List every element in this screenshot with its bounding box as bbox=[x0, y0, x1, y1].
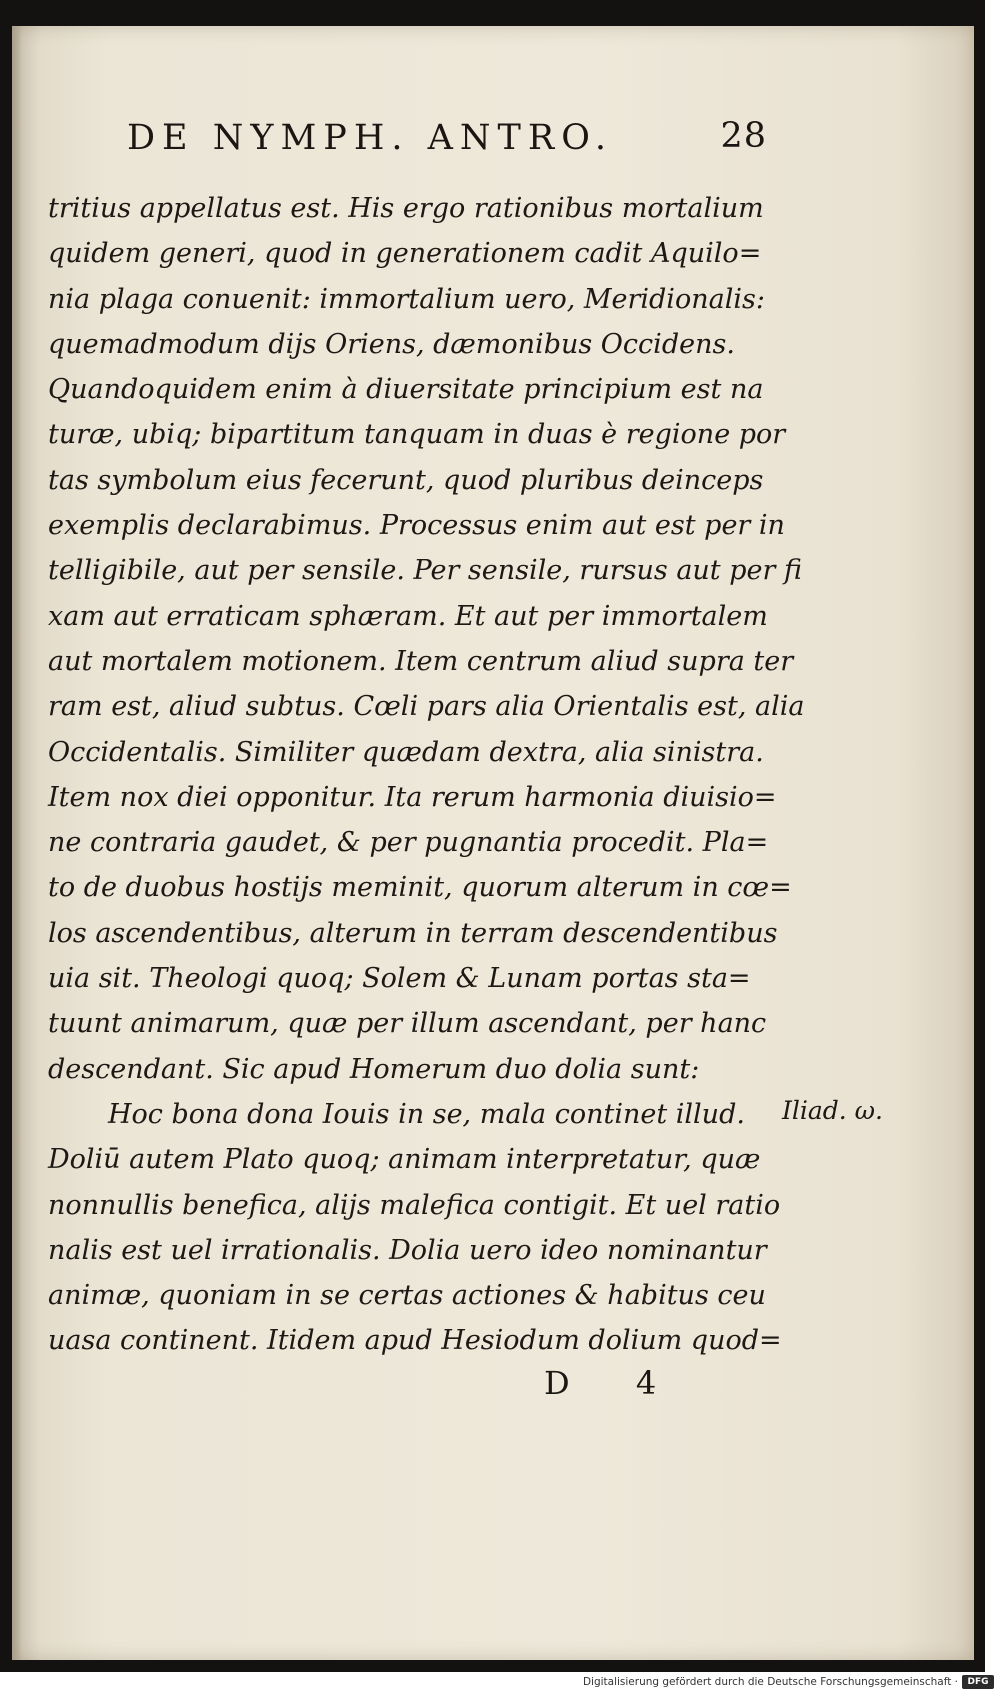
text-line: uasa continent. Itidem apud Hesiodum dolium quod= bbox=[48, 1325, 782, 1357]
running-head bbox=[127, 108, 767, 168]
text-line: tuunt animarum, quæ per illum ascendant, per hanc bbox=[48, 1008, 767, 1040]
text-line: Quandoquidem enim à diuersitate principium est na bbox=[48, 374, 764, 406]
page-gutter-shadow bbox=[12, 26, 22, 1660]
text-line: tritius appellatus est. His ergo rationibus mortalium bbox=[48, 193, 764, 224]
text-line: xam aut erraticam sphæram. Et aut per immortalem bbox=[48, 600, 768, 632]
text-line: animæ, quoniam in se certas actiones & habitus ceu bbox=[48, 1280, 766, 1312]
text-line: aut mortalem motionem. Item centrum aliud supra ter bbox=[48, 645, 794, 677]
text-line: los ascendentibus, alterum in terram descendentibus bbox=[48, 917, 778, 949]
text-line: Item nox diei opponitur. Ita rerum harmonia diuisio= bbox=[48, 781, 777, 813]
text-line: descendant. Sic apud Homerum duo dolia sunt: bbox=[48, 1053, 700, 1085]
text-line: nalis est uel irrationalis. Dolia uero ideo nominantur bbox=[48, 1234, 767, 1266]
text-line: to de duobus hostijs meminit, quorum alterum in cœ= bbox=[48, 872, 792, 904]
text-line: uia sit. Theologi quoq; Solem & Lunam portas sta= bbox=[48, 963, 751, 995]
text-line: tas symbolum eius fecerunt, quod pluribus deinceps bbox=[48, 464, 764, 496]
footer-bar bbox=[0, 1672, 1000, 1693]
signature-mark: D 4 bbox=[544, 1364, 685, 1402]
text-line: telligibile, aut per sensile. Per sensile, rursus aut per fi bbox=[48, 555, 802, 587]
text-line: nonnullis benefica, alijs malefica contigit. Et uel ratio bbox=[48, 1189, 781, 1221]
verse-quotation: Hoc bona dona Iouis in se, mala continet illud. bbox=[108, 1098, 745, 1130]
funding-credit: Digitalisierung gefördert durch die Deutsche Forschungsgemeinschaft · bbox=[582, 1676, 958, 1688]
text-line: ram est, aliud subtus. Cœli pars alia Orientalis est, alia bbox=[48, 691, 805, 723]
text-line: turæ, ubiq; bipartitum tanquam in duas è regione por bbox=[48, 419, 786, 451]
body-text bbox=[48, 186, 805, 1364]
text-line: exemplis declarabimus. Processus enim aut est per in bbox=[48, 510, 785, 542]
text-line: nia plaga conuenit: immortalium uero, Meridionalis: bbox=[48, 283, 765, 315]
book-page bbox=[12, 26, 974, 1660]
text-line: Occidentalis. Similiter quædam dextra, alia sinistra. bbox=[48, 736, 764, 768]
text-line: ne contraria gaudet, & per pugnantia procedit. Pla= bbox=[48, 827, 769, 859]
dfg-logo-icon: DFG bbox=[962, 1675, 994, 1689]
running-title: DE NYMPH. ANTRO. bbox=[127, 118, 613, 158]
marginal-note: Iliad. ω. bbox=[782, 1096, 884, 1125]
text-line: quidem generi, quod in generationem cadit Aquilo= bbox=[48, 238, 762, 270]
text-line: quemadmodum dijs Oriens, dæmonibus Occidens. bbox=[48, 328, 735, 360]
text-line: Doliū autem Plato quoq; animam interpretatur, quæ bbox=[48, 1144, 761, 1176]
page-number: 28 bbox=[720, 116, 767, 156]
